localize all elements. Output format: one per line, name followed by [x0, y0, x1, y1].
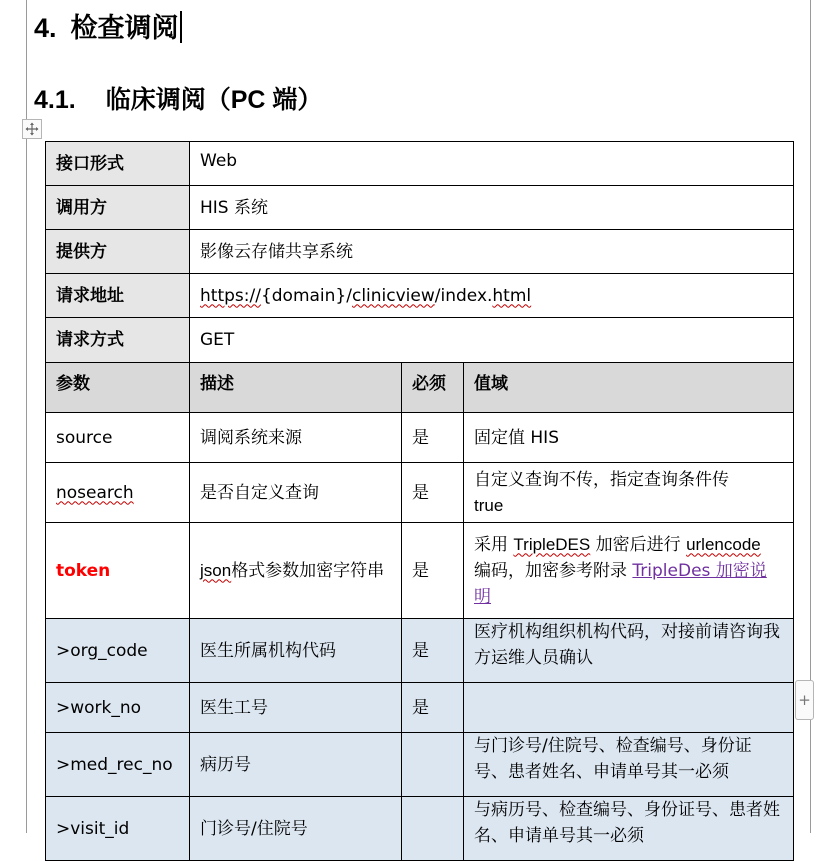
- url-domain: {domain}/: [260, 285, 352, 306]
- table-row: [46, 318, 794, 363]
- param-domain-text: 编码，加密参考附录: [474, 560, 633, 581]
- table-row: [46, 413, 794, 463]
- param-desc-json: json: [200, 560, 232, 580]
- param-name-text: nosearch: [56, 482, 134, 503]
- param-domain: 医疗机构组织机构代码，对接前请咨询我方运维人员确认: [464, 619, 794, 683]
- param-name: >med_rec_no: [46, 733, 190, 797]
- url-prefix: https://: [200, 285, 261, 306]
- param-domain: 与病历号、检查编号、身份证号、患者姓名、申请单号其一必须: [464, 797, 794, 861]
- param-domain: [464, 683, 794, 733]
- heading-1-title: 检查调阅: [70, 13, 179, 43]
- col-header-desc: 描述: [190, 363, 402, 413]
- caller-value-text: HIS 系统: [200, 197, 268, 218]
- col-header-required: 必须: [402, 363, 464, 413]
- param-domain-tripledes: TripleDES: [513, 534, 591, 554]
- param-name: token: [46, 523, 190, 619]
- request-url-value: [190, 274, 794, 318]
- table-row: [46, 142, 794, 186]
- param-domain: [464, 523, 794, 619]
- param-domain: 固定值 HIS: [464, 413, 794, 463]
- param-required: [402, 733, 464, 797]
- param-domain: 与门诊号/住院号、检查编号、身份证号、患者姓名、申请单号其一必须: [464, 733, 794, 797]
- appendix-link[interactable]: TripleDes 加密说明: [474, 560, 767, 607]
- table-row: [46, 619, 794, 683]
- param-domain-text: 加密后进行: [590, 534, 687, 555]
- param-domain-text: 采用: [474, 534, 514, 555]
- param-name: >visit_id: [46, 797, 190, 861]
- param-desc: 门诊号/住院号: [190, 797, 402, 861]
- interface-form-label: 接口形式: [46, 142, 190, 186]
- table-header-row: [46, 363, 794, 413]
- param-desc: 医生所属机构代码: [190, 619, 402, 683]
- param-required: 是: [402, 463, 464, 523]
- param-desc: 调阅系统来源: [190, 413, 402, 463]
- table-row: [46, 683, 794, 733]
- interface-table: [45, 141, 794, 861]
- param-desc-text: 格式参数加密字符串: [231, 560, 385, 581]
- provider-value: 影像云存储共享系统: [190, 230, 794, 274]
- heading-2-number: 4.1.: [34, 86, 76, 114]
- request-url-label: 请求地址: [46, 274, 190, 318]
- param-desc: 病历号: [190, 733, 402, 797]
- table-row: [46, 230, 794, 274]
- heading-2-title: 临床调阅（PC 端）: [105, 86, 323, 114]
- table-move-handle[interactable]: [22, 119, 42, 139]
- param-name: source: [46, 413, 190, 463]
- col-header-domain: 值域: [464, 363, 794, 413]
- add-column-button[interactable]: [795, 680, 814, 720]
- param-name: >org_code: [46, 619, 190, 683]
- url-path: clinicview: [351, 285, 435, 306]
- param-required: 是: [402, 523, 464, 619]
- param-domain-urlencode: urlencode: [686, 534, 761, 554]
- param-domain: [464, 463, 794, 523]
- plus-icon: +: [798, 691, 811, 709]
- table-row: [46, 186, 794, 230]
- heading-1[interactable]: [34, 6, 182, 45]
- request-method-value: GET: [190, 318, 794, 363]
- col-header-param: 参数: [46, 363, 190, 413]
- heading-2[interactable]: [34, 80, 322, 116]
- url-ext: html: [492, 285, 532, 306]
- heading-1-number: 4.: [34, 13, 57, 43]
- param-desc: 是否自定义查询: [190, 463, 402, 523]
- provider-label: 提供方: [46, 230, 190, 274]
- caller-value: [190, 186, 794, 230]
- table-row: [46, 797, 794, 861]
- param-required: 是: [402, 619, 464, 683]
- param-domain-text: 自定义查询不传，指定查询条件传: [474, 469, 729, 490]
- interface-form-value: Web: [190, 142, 794, 186]
- table-row: [46, 733, 794, 797]
- param-required: [402, 797, 464, 861]
- table-row: [46, 523, 794, 619]
- param-name: >work_no: [46, 683, 190, 733]
- request-method-label: 请求方式: [46, 318, 190, 363]
- param-desc: [190, 523, 402, 619]
- param-desc: 医生工号: [190, 683, 402, 733]
- text-cursor: [180, 11, 182, 43]
- param-required: 是: [402, 683, 464, 733]
- caller-label: 调用方: [46, 186, 190, 230]
- table-row: [46, 274, 794, 318]
- param-required: 是: [402, 413, 464, 463]
- table-row: [46, 463, 794, 523]
- param-name: [46, 463, 190, 523]
- param-domain-value: true: [474, 495, 504, 515]
- url-suffix: /index.: [434, 285, 493, 306]
- move-arrows-icon: [25, 122, 39, 136]
